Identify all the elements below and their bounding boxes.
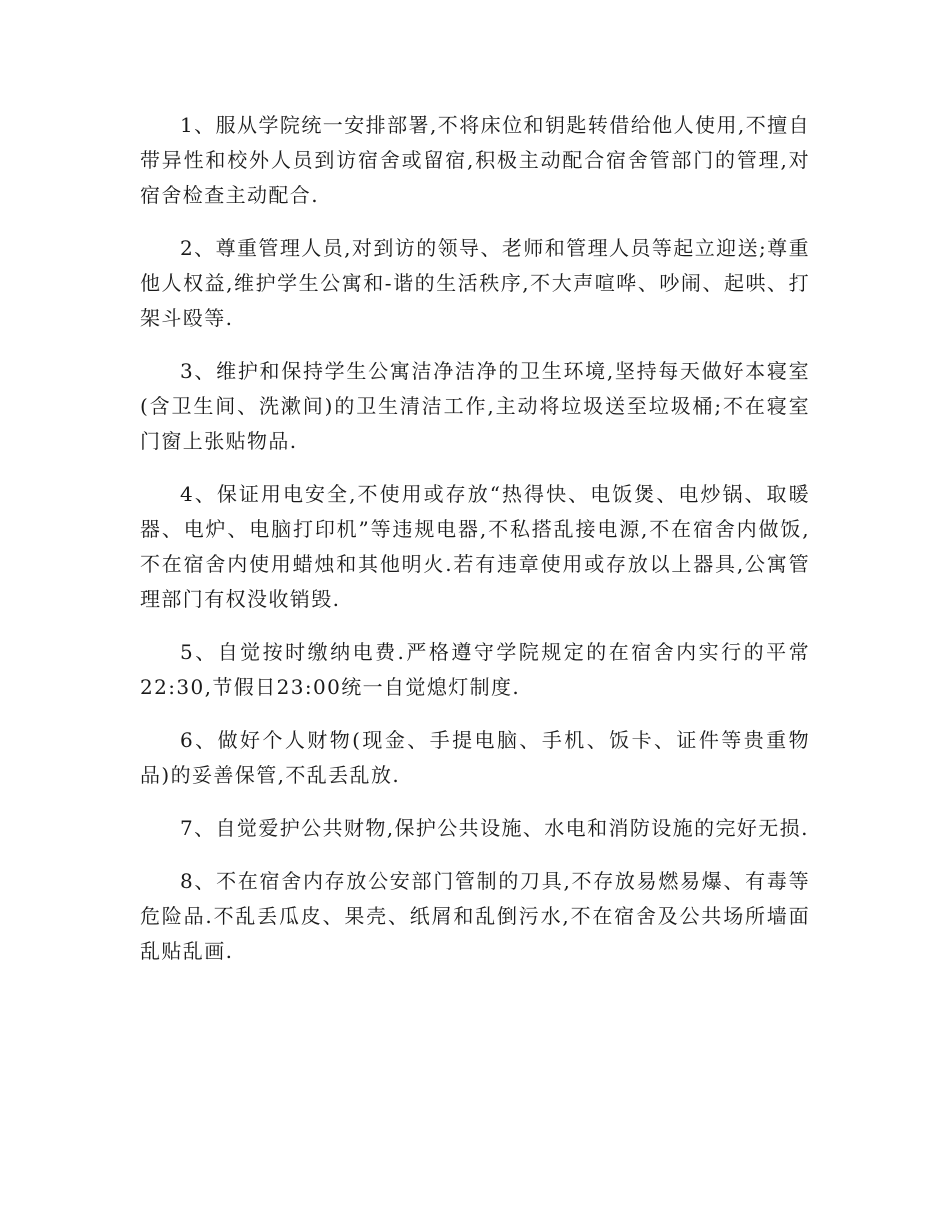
rule-paragraph-1: 1、服从学院统一安排部署,不将床位和钥匙转借给他人使用,不擅自带异性和校外人员到访宿舍或留宿,积极主动配合宿舍管部门的管理,对宿舍检查主动配合. xyxy=(140,113,810,207)
rule-paragraph-8: 8、不在宿舍内存放公安部门管制的刀具,不存放易燃易爆、有毒等危险品.不乱丢瓜皮、果壳、纸屑和乱倒污水,不在宿舍及公共场所墙面乱贴乱画. xyxy=(140,869,810,963)
rule-paragraph-6: 6、做好个人财物(现金、手提电脑、手机、饭卡、证件等贵重物品)的妥善保管,不乱丢乱放. xyxy=(140,728,810,787)
rule-paragraph-3: 3、维护和保持学生公寓洁净洁净的卫生环境,坚持每天做好本寝室(含卫生间、洗漱间)的卫生清洁工作,主动将垃圾送至垃圾桶;不在寝室门窗上张贴物品. xyxy=(140,359,810,453)
rule-paragraph-2: 2、尊重管理人员,对到访的领导、老师和管理人员等起立迎送;尊重他人权益,维护学生公寓和-谐的生活秩序,不大声喧哗、吵闹、起哄、打架斗殴等. xyxy=(140,236,810,330)
rule-paragraph-5: 5、自觉按时缴纳电费.严格遵守学院规定的在宿舍内实行的平常22:30,节假日23:00统一自觉熄灯制度. xyxy=(140,640,810,699)
rule-paragraph-7: 7、自觉爱护公共财物,保护公共设施、水电和消防设施的完好无损. xyxy=(180,816,809,840)
rule-paragraph-4: 4、保证用电安全,不使用或存放“热得快、电饭煲、电炒锅、取暖器、电炉、电脑打印机”等违规电器,不私搭乱接电源,不在宿舍内做饭,不在宿舍内使用蜡烛和其他明火.若有违章使用或存放以上器具,公寓管理部门有权没收销毁. xyxy=(140,482,810,611)
document-body xyxy=(140,108,810,987)
